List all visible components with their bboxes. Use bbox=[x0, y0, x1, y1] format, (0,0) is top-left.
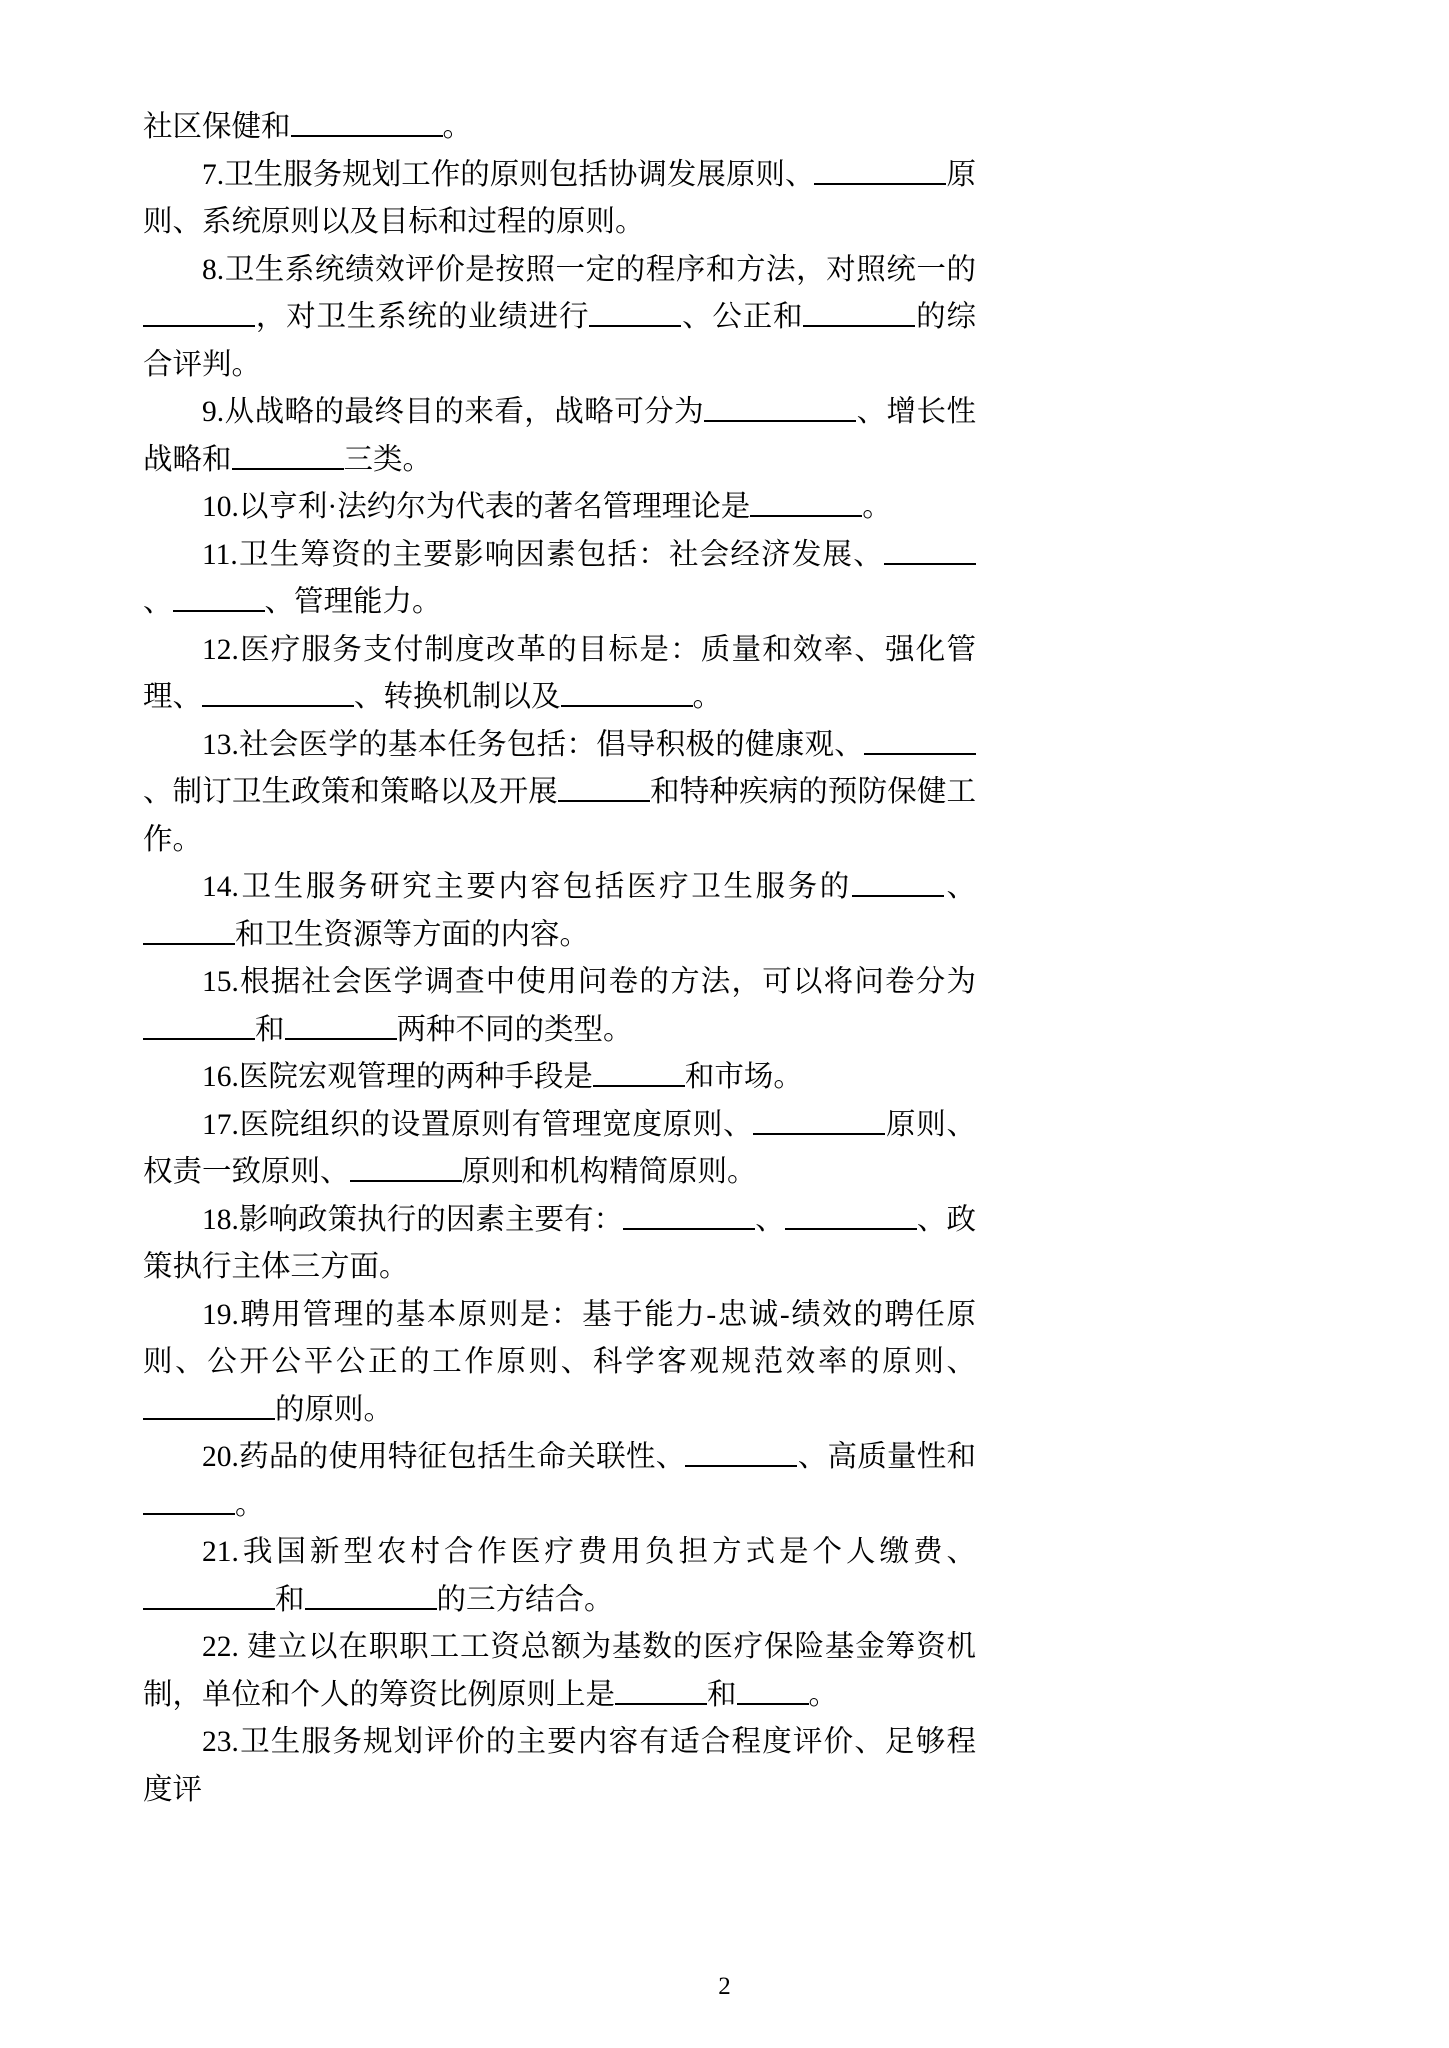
question-text: 、管理能力。 bbox=[264, 586, 442, 618]
question-item bbox=[143, 152, 976, 247]
continued-text-after: 。 bbox=[442, 111, 473, 143]
answer-blank[interactable] bbox=[305, 1578, 437, 1610]
page-footer bbox=[0, 1972, 1449, 2002]
question-text: 卫生筹资的主要影响因素包括：社会经济发展、 bbox=[237, 538, 884, 571]
answer-blank[interactable] bbox=[704, 390, 856, 422]
question-text: 和 bbox=[275, 1583, 305, 1616]
question-number: 18. bbox=[202, 1203, 239, 1236]
question-number: 11. bbox=[202, 538, 238, 571]
question-text: 从战略的最终目的来看，战略可分为 bbox=[224, 396, 705, 428]
question-text: 和 bbox=[255, 1013, 285, 1046]
question-text: 原则和机构精简原则。 bbox=[461, 1156, 757, 1188]
page-content bbox=[143, 104, 976, 1814]
question-text: 卫生系统绩效评价是按照一定的程序和方法，对照统一的 bbox=[224, 253, 976, 286]
question-text: 和 bbox=[707, 1678, 737, 1711]
answer-blank[interactable] bbox=[615, 1673, 707, 1705]
question-item bbox=[143, 1102, 976, 1197]
question-text: 和市场。 bbox=[684, 1061, 803, 1093]
question-text: 和卫生资源等方面的内容。 bbox=[235, 918, 590, 951]
question-text: 影响政策执行的因素主要有： bbox=[238, 1203, 624, 1236]
answer-blank[interactable] bbox=[350, 1150, 462, 1182]
page-number: 2 bbox=[718, 1973, 731, 2000]
question-text: 、公正和 bbox=[681, 301, 804, 333]
question-item bbox=[143, 627, 976, 722]
answer-blank[interactable] bbox=[143, 1483, 235, 1515]
question-text: 的三方结合。 bbox=[436, 1583, 614, 1616]
answer-blank[interactable] bbox=[814, 153, 946, 185]
question-text: 的原则。 bbox=[275, 1393, 394, 1426]
question-text: 以亨利·法约尔为代表的著名管理理论是 bbox=[238, 491, 751, 523]
question-text: 、 bbox=[755, 1203, 785, 1236]
question-number: 16. bbox=[202, 1061, 239, 1093]
continued-line bbox=[143, 104, 976, 152]
answer-blank[interactable] bbox=[593, 1055, 685, 1087]
question-number: 12. bbox=[202, 633, 239, 666]
question-text: 卫生服务研究主要内容包括医疗卫生服务的 bbox=[238, 871, 852, 903]
question-text: 、 bbox=[143, 586, 173, 618]
question-number: 7. bbox=[202, 158, 225, 191]
question-item bbox=[143, 1292, 976, 1435]
question-text: 医院组织的设置原则有管理宽度原则、 bbox=[238, 1108, 754, 1141]
answer-blank[interactable] bbox=[623, 1198, 755, 1230]
question-text: 和特种疾病的预防保健工作。 bbox=[143, 776, 976, 856]
answer-blank[interactable] bbox=[285, 1008, 397, 1040]
question-text: 、 bbox=[943, 871, 976, 903]
question-number: 14. bbox=[202, 871, 239, 903]
answer-blank[interactable] bbox=[558, 770, 650, 802]
question-number: 23. bbox=[202, 1726, 239, 1758]
question-item bbox=[143, 1197, 976, 1292]
question-text: 建立以在职职工工资总额为基数的医疗保险基金筹资机制，单位和个人的筹资比例原则上是 bbox=[143, 1631, 976, 1711]
answer-blank[interactable] bbox=[232, 438, 344, 470]
answer-blank[interactable] bbox=[589, 295, 681, 327]
question-number: 10. bbox=[202, 491, 239, 523]
question-number: 21. bbox=[202, 1536, 239, 1568]
continued-text-before: 社区保健和 bbox=[143, 111, 291, 143]
answer-blank[interactable] bbox=[737, 1673, 809, 1705]
question-text: 、制订卫生政策和策略以及开展 bbox=[143, 776, 558, 808]
question-number: 19. bbox=[202, 1298, 239, 1331]
question-number: 17. bbox=[202, 1108, 239, 1141]
question-text: 我国新型农村合作医疗费用负担方式是个人缴费、 bbox=[238, 1536, 976, 1568]
question-item bbox=[143, 959, 976, 1054]
answer-blank[interactable] bbox=[884, 533, 976, 565]
question-text: 原则、系统原则以及目标和过程的原则。 bbox=[143, 158, 976, 238]
question-list bbox=[143, 152, 976, 1815]
question-text: 社会医学的基本任务包括：倡导积极的健康观、 bbox=[238, 728, 864, 761]
question-number: 22. bbox=[202, 1631, 239, 1663]
question-text: 医疗服务支付制度改革的目标是：质量和效率、强化管理、 bbox=[143, 633, 976, 713]
answer-blank[interactable] bbox=[143, 913, 235, 945]
answer-blank[interactable] bbox=[143, 1008, 255, 1040]
question-item bbox=[143, 1054, 976, 1102]
question-text: 卫生服务规划评价的主要内容有适合程度评价、足够程度评 bbox=[143, 1726, 976, 1806]
answer-blank[interactable] bbox=[173, 580, 265, 612]
question-item bbox=[143, 532, 976, 627]
answer-blank[interactable] bbox=[291, 105, 443, 137]
question-item bbox=[143, 864, 976, 959]
question-text: 原则、权责一致原则、 bbox=[143, 1108, 976, 1188]
question-text: 医院宏观管理的两种手段是 bbox=[238, 1061, 593, 1093]
question-text: 。 bbox=[692, 681, 723, 713]
question-number: 13. bbox=[202, 728, 239, 761]
answer-blank[interactable] bbox=[202, 675, 354, 707]
question-text: ，对卫生系统的业绩进行 bbox=[255, 301, 590, 333]
answer-blank[interactable] bbox=[143, 1388, 275, 1420]
question-text: 。 bbox=[808, 1678, 839, 1711]
question-number: 20. bbox=[202, 1441, 239, 1473]
answer-blank[interactable] bbox=[803, 295, 915, 327]
question-text: 根据社会医学调查中使用问卷的方法，可以将问卷分为 bbox=[238, 966, 976, 998]
question-text: 的综合评判。 bbox=[143, 301, 976, 381]
question-text: 三类。 bbox=[343, 443, 433, 476]
question-text: 卫生服务规划工作的原则包括协调发展原则、 bbox=[224, 158, 815, 191]
question-text: 药品的使用特征包括生命关联性、 bbox=[238, 1441, 686, 1473]
question-text: 、转换机制以及 bbox=[354, 681, 561, 713]
answer-blank[interactable] bbox=[753, 1103, 885, 1135]
question-text: 。 bbox=[235, 1488, 265, 1521]
question-text: 、高质量性和 bbox=[797, 1441, 976, 1473]
answer-blank[interactable] bbox=[685, 1435, 797, 1467]
question-item bbox=[143, 1624, 976, 1719]
answer-blank[interactable] bbox=[864, 723, 976, 755]
question-number: 9. bbox=[202, 396, 225, 428]
question-item bbox=[143, 484, 976, 532]
answer-blank[interactable] bbox=[143, 1578, 275, 1610]
question-text: 聘用管理的基本原则是：基于能力-忠诚-绩效的聘任原则、公开公平公正的工作原则、科学客观规范效率的原则、 bbox=[143, 1298, 976, 1378]
answer-blank[interactable] bbox=[561, 675, 693, 707]
answer-blank[interactable] bbox=[750, 485, 862, 517]
question-item bbox=[143, 1434, 976, 1529]
question-number: 8. bbox=[202, 253, 225, 286]
question-item bbox=[143, 722, 976, 865]
question-item bbox=[143, 1719, 976, 1814]
question-item bbox=[143, 247, 976, 390]
answer-blank[interactable] bbox=[143, 295, 255, 327]
question-text: 两种不同的类型。 bbox=[396, 1013, 633, 1046]
question-item bbox=[143, 389, 976, 484]
question-number: 15. bbox=[202, 966, 239, 998]
question-item bbox=[143, 1529, 976, 1624]
answer-blank[interactable] bbox=[785, 1198, 917, 1230]
question-text: 。 bbox=[862, 491, 892, 523]
question-text: 、增长性战略和 bbox=[143, 396, 976, 476]
answer-blank[interactable] bbox=[852, 865, 944, 897]
question-text: 、政策执行主体三方面。 bbox=[143, 1203, 976, 1283]
